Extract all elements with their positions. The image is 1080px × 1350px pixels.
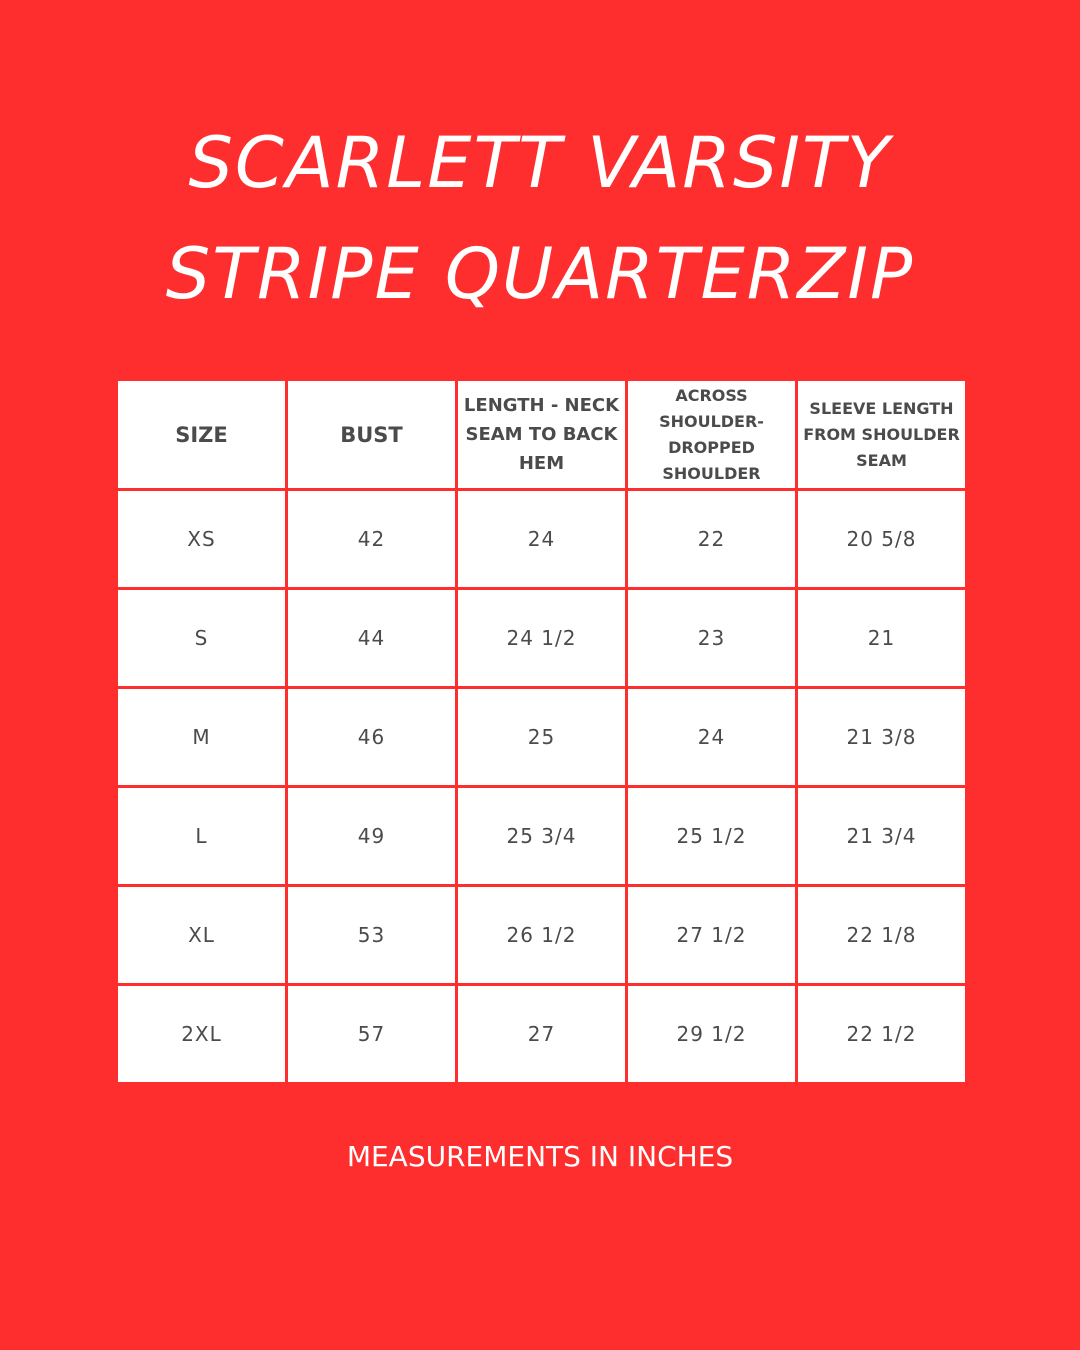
- table-row: [118, 491, 965, 587]
- table-row: [118, 788, 965, 884]
- header-sleeve-length: SLEEVE LENGTH FROM SHOULDER SEAM: [798, 381, 965, 488]
- cell-size: 2XL: [118, 986, 285, 1082]
- cell-length: 27: [458, 986, 625, 1082]
- cell-size: S: [118, 590, 285, 686]
- cell-size: M: [118, 689, 285, 785]
- cell-size: XL: [118, 887, 285, 983]
- cell-sleeve: 21 3/4: [798, 788, 965, 884]
- title-line-2: STRIPE QUARTERZIP: [165, 233, 915, 315]
- cell-shoulder: 27 1/2: [628, 887, 795, 983]
- table-row: [118, 986, 965, 1082]
- cell-bust: 57: [288, 986, 455, 1082]
- table-header-row: [118, 381, 965, 488]
- cell-shoulder: 24: [628, 689, 795, 785]
- cell-bust: 46: [288, 689, 455, 785]
- cell-sleeve: 22 1/2: [798, 986, 965, 1082]
- cell-bust: 42: [288, 491, 455, 587]
- cell-sleeve: 21 3/8: [798, 689, 965, 785]
- cell-bust: 44: [288, 590, 455, 686]
- table-row: [118, 590, 965, 686]
- cell-length: 25 3/4: [458, 788, 625, 884]
- cell-size: XS: [118, 491, 285, 587]
- cell-length: 24: [458, 491, 625, 587]
- cell-shoulder: 22: [628, 491, 795, 587]
- table-row: [118, 887, 965, 983]
- header-size: SIZE: [118, 381, 285, 488]
- page-title: [0, 108, 1080, 330]
- size-chart-table: [115, 378, 968, 1085]
- cell-sleeve: 20 5/8: [798, 491, 965, 587]
- measurement-unit-note: MEASUREMENTS IN INCHES: [346, 1140, 734, 1173]
- cell-sleeve: 22 1/8: [798, 887, 965, 983]
- header-bust: BUST: [288, 381, 455, 488]
- cell-length: 24 1/2: [458, 590, 625, 686]
- cell-bust: 53: [288, 887, 455, 983]
- header-across-shoulder: ACROSS SHOULDER-DROPPED SHOULDER: [628, 381, 795, 488]
- header-length: LENGTH - NECK SEAM TO BACK HEM: [458, 381, 625, 488]
- cell-shoulder: 23: [628, 590, 795, 686]
- cell-bust: 49: [288, 788, 455, 884]
- cell-length: 25: [458, 689, 625, 785]
- cell-size: L: [118, 788, 285, 884]
- table-row: [118, 689, 965, 785]
- cell-shoulder: 25 1/2: [628, 788, 795, 884]
- cell-length: 26 1/2: [458, 887, 625, 983]
- cell-shoulder: 29 1/2: [628, 986, 795, 1082]
- title-line-1: SCARLETT VARSITY: [188, 122, 892, 204]
- cell-sleeve: 21: [798, 590, 965, 686]
